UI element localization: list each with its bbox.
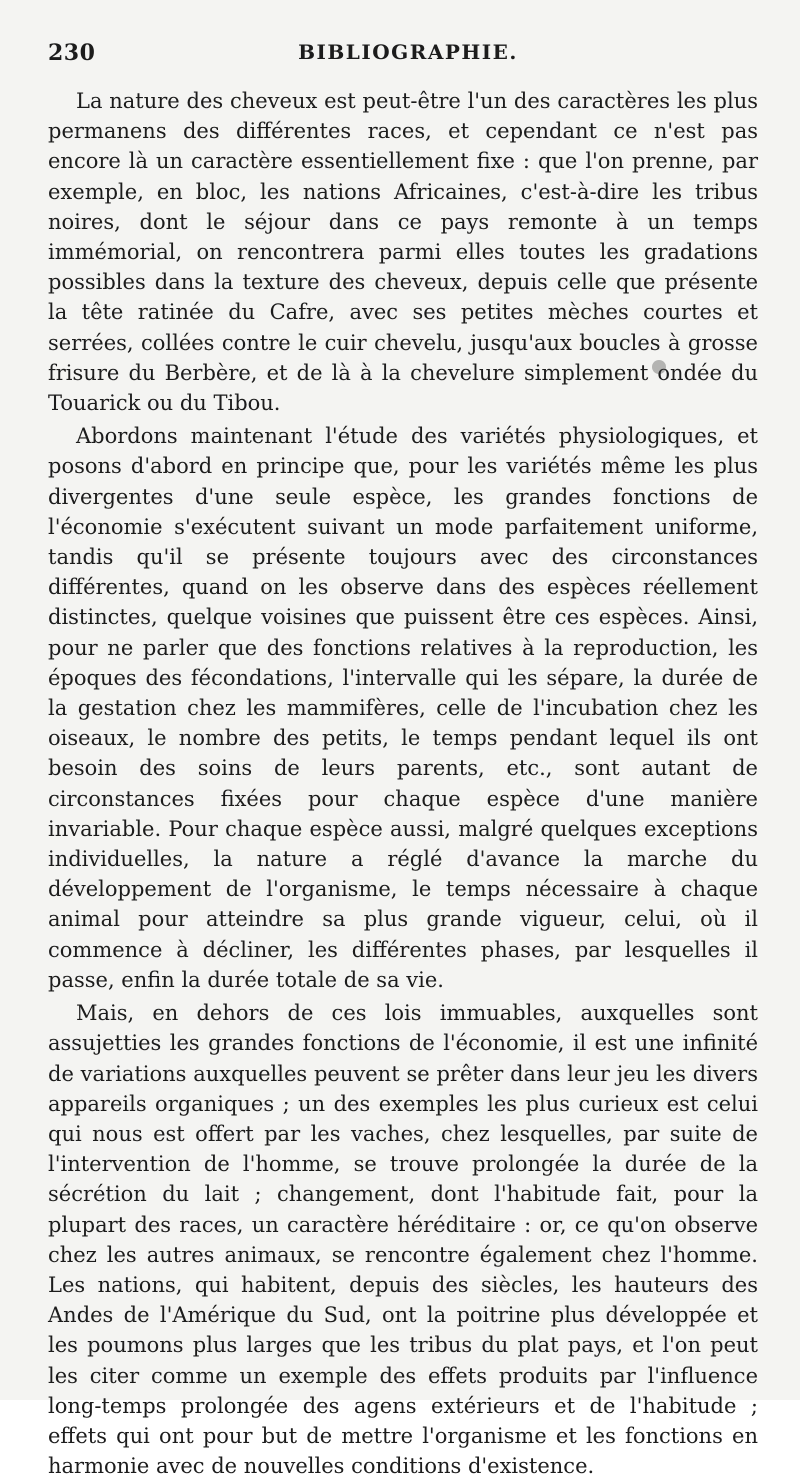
paragraph-3: Mais, en dehors de ces lois immuables, auxquelles sont assujetties les grandes fonctions de l'économie, il est une infinité de variations auxquelles peuvent se prêter dans leur jeu les divers appareils organiques ; un des exemples les plus curieux est celui qui nous est offert par les vaches, chez lesquelles, par suite de l'intervention de l'homme, se trouve prolongée la durée de la sécrétion du lait ; changement, dont l'habitude fait, pour la plupart des races, un caractère héréditaire : or, ce qu'on observe chez les autres animaux, se rencontre également chez l'homme. Les nations, qui habitent, depuis des siècles, les hauteurs des Andes de l'Amérique du Sud, ont la poitrine plus développée et les poumons plus larges que les tribus du plat pays, et l'on peut les citer comme un exemple des effets produits par l'influence long-temps prolongée des agens extérieurs et de l'habitude ; effets qui ont pour but de mettre l'organisme et les fonctions en harmonie avec de nouvelles conditions d'existence. — [48, 1001, 758, 1479]
body-text — [48, 86, 758, 1481]
page-number: 230 — [48, 40, 96, 66]
paragraph-1: La nature des cheveux est peut-être l'un des caractères les plus permanens des différentes races, et cependant ce n'est pas encore là un caractère essentiellement fixe : que l'on prenne, par exemple, en bloc, les nations Africaines, c'est-à-dire les tribus noires, dont le séjour dans ce pays remonte à un temps immémorial, on rencontrera parmi elles toutes les gradations possibles dans la texture des cheveux, depuis celle que présente la tête ratinée du Cafre, avec ses petites mèches courtes et serrées, collées contre le cuir chevelu, jusqu'aux boucles à grosse frisure du Berbère, et de là à la chevelure simplement ondée du Touarick ou du Tibou. — [48, 89, 758, 416]
paragraph-2: Abordons maintenant l'étude des variétés physiologiques, et posons d'abord en principe que, pour les variétés même les plus divergentes d'une seule espèce, les grandes fonctions de l'économie s'exécutent suivant un mode parfaitement uniforme, tandis qu'il se présente toujours avec des circonstances différentes, quand on les observe dans des espèces réellement distinctes, quelque voisines que puissent être ces espèces. Ainsi, pour ne parler que des fonctions relatives à la reproduction, les époques des fécondations, l'intervalle qui les sépare, la durée de la gestation chez les mammifères, celle de l'incubation chez les oiseaux, le nombre des petits, le temps pendant lequel ils ont besoin des soins de leurs parents, etc., sont autant de circonstances fixées pour chaque espèce d'une manière invariable. Pour chaque espèce aussi, malgré quelques exceptions individuelles, la nature a réglé d'avance la marche du développement de l'organisme, le temps nécessaire à chaque animal pour atteindre sa plus grande vigueur, celui, où il commence à décliner, les différentes phases, par lesquelles il passe, enfin la durée totale de sa vie. — [48, 424, 758, 992]
running-title: BIBLIOGRAPHIE. — [298, 40, 518, 64]
ink-blot-mark — [652, 360, 666, 374]
page-header — [48, 40, 768, 70]
